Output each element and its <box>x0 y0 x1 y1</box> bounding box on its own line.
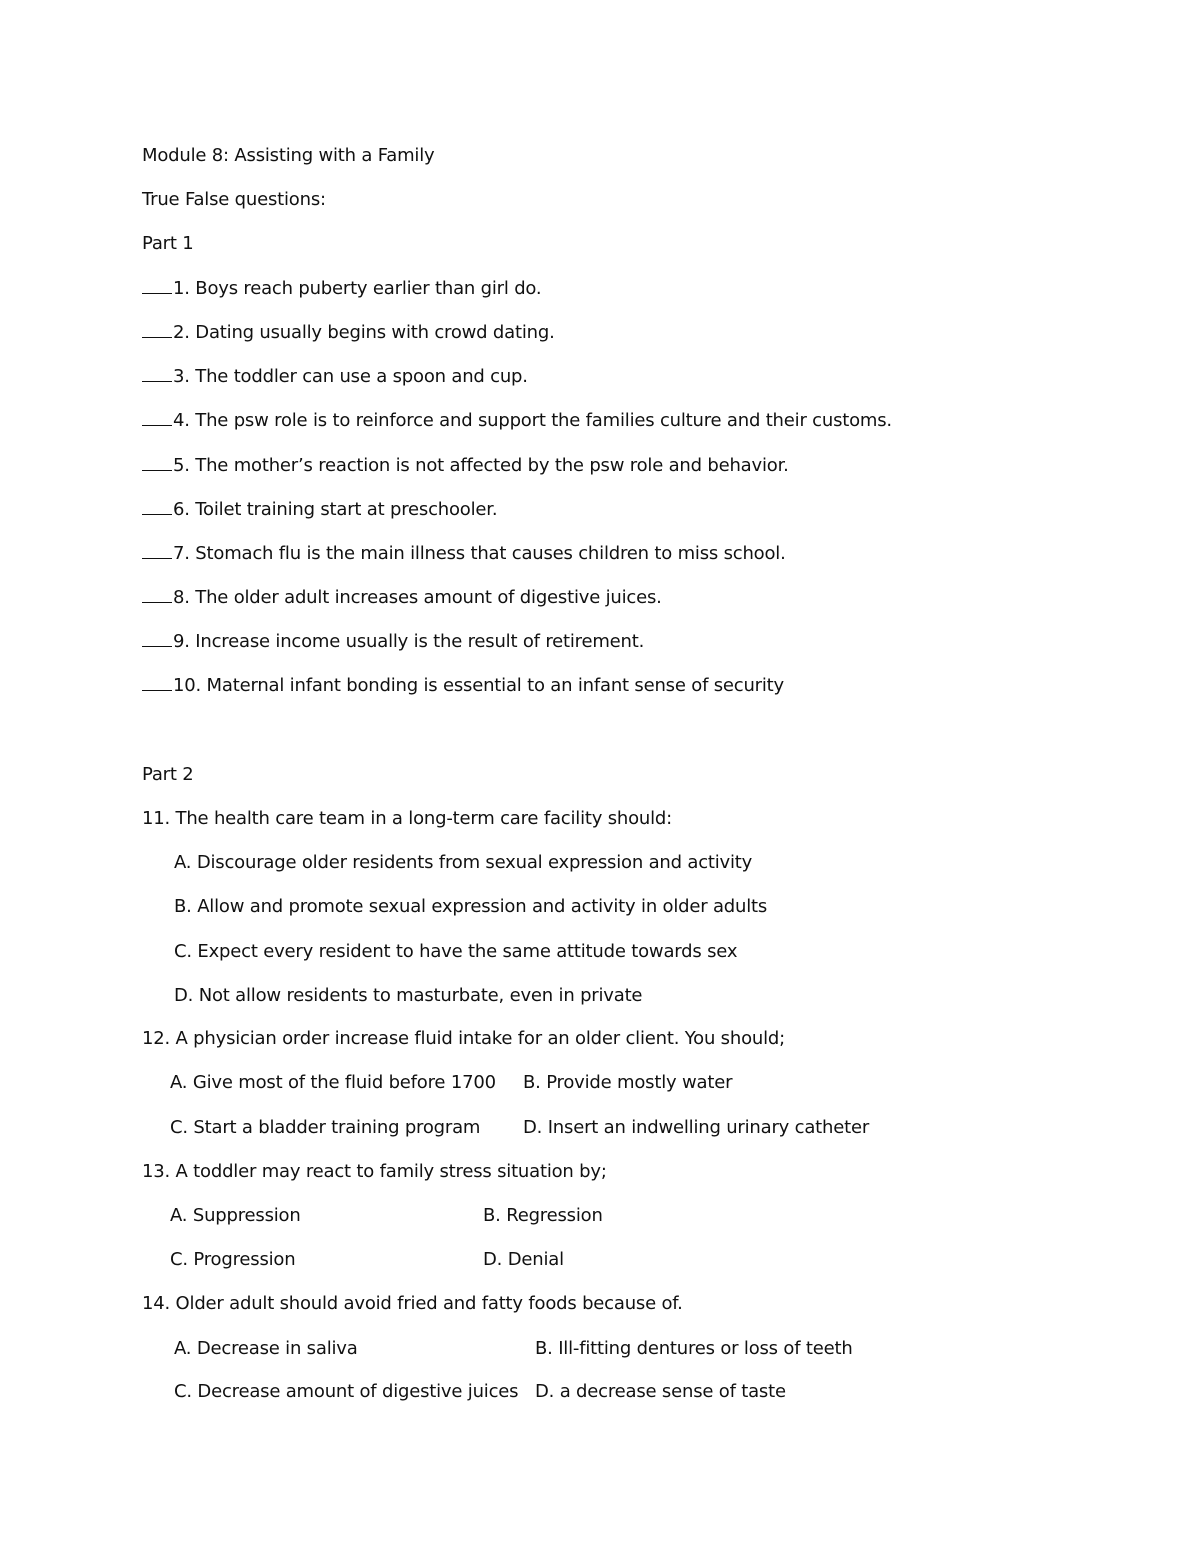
tf-item: 10. Maternal infant bonding is essential to an infant sense of security <box>142 675 784 697</box>
answer-blank[interactable] <box>142 411 172 426</box>
mc-option: C. Expect every resident to have the same attitude towards sex <box>174 941 738 962</box>
mc-option: D. Denial <box>483 1249 564 1270</box>
mc-option: A. Give most of the fluid before 1700 <box>170 1072 496 1093</box>
tf-item: 6. Toilet training start at preschooler. <box>142 499 497 521</box>
mc-question-13: 13. A toddler may react to family stress situation by; <box>142 1161 607 1182</box>
answer-blank[interactable] <box>142 676 172 691</box>
mc-question-14: 14. Older adult should avoid fried and fatty foods because of. <box>142 1293 683 1314</box>
answer-blank[interactable] <box>142 456 172 471</box>
mc-option: B. Ill-fitting dentures or loss of teeth <box>535 1338 853 1359</box>
mc-option: B. Provide mostly water <box>523 1072 733 1093</box>
document-title: Module 8: Assisting with a Family <box>142 145 435 166</box>
mc-option: A. Suppression <box>170 1205 301 1226</box>
tf-item: 5. The mother’s reaction is not affected by the psw role and behavior. <box>142 455 789 477</box>
answer-blank[interactable] <box>142 588 172 603</box>
answer-blank[interactable] <box>142 323 172 338</box>
tf-item: 7. Stomach flu is the main illness that causes children to miss school. <box>142 543 786 565</box>
mc-option: C. Start a bladder training program <box>170 1117 481 1138</box>
tf-item: 2. Dating usually begins with crowd dating. <box>142 322 555 344</box>
mc-question-11: 11. The health care team in a long-term care facility should: <box>142 808 673 829</box>
mc-option: A. Decrease in saliva <box>174 1338 358 1359</box>
mc-option: D. Insert an indwelling urinary catheter <box>523 1117 870 1138</box>
mc-question-12: 12. A physician order increase fluid intake for an older client. You should; <box>142 1028 785 1049</box>
tf-item: 9. Increase income usually is the result of retirement. <box>142 631 644 653</box>
tf-item: 4. The psw role is to reinforce and support the families culture and their customs. <box>142 410 892 432</box>
tf-item: 1. Boys reach puberty earlier than girl do. <box>142 278 541 300</box>
tf-item: 3. The toddler can use a spoon and cup. <box>142 366 528 388</box>
mc-option: B. Allow and promote sexual expression and activity in older adults <box>174 896 768 917</box>
mc-option: A. Discourage older residents from sexual expression and activity <box>174 852 753 873</box>
answer-blank[interactable] <box>142 367 172 382</box>
section-subtitle: True False questions: <box>142 189 326 210</box>
mc-option: D. a decrease sense of taste <box>535 1381 786 1402</box>
part1-heading: Part 1 <box>142 233 194 254</box>
mc-option: C. Progression <box>170 1249 296 1270</box>
answer-blank[interactable] <box>142 632 172 647</box>
answer-blank[interactable] <box>142 500 172 515</box>
tf-item: 8. The older adult increases amount of digestive juices. <box>142 587 662 609</box>
part2-heading: Part 2 <box>142 764 194 785</box>
mc-option: D. Not allow residents to masturbate, even in private <box>174 985 643 1006</box>
mc-option: B. Regression <box>483 1205 603 1226</box>
answer-blank[interactable] <box>142 279 172 294</box>
mc-option: C. Decrease amount of digestive juices <box>174 1381 519 1402</box>
answer-blank[interactable] <box>142 544 172 559</box>
